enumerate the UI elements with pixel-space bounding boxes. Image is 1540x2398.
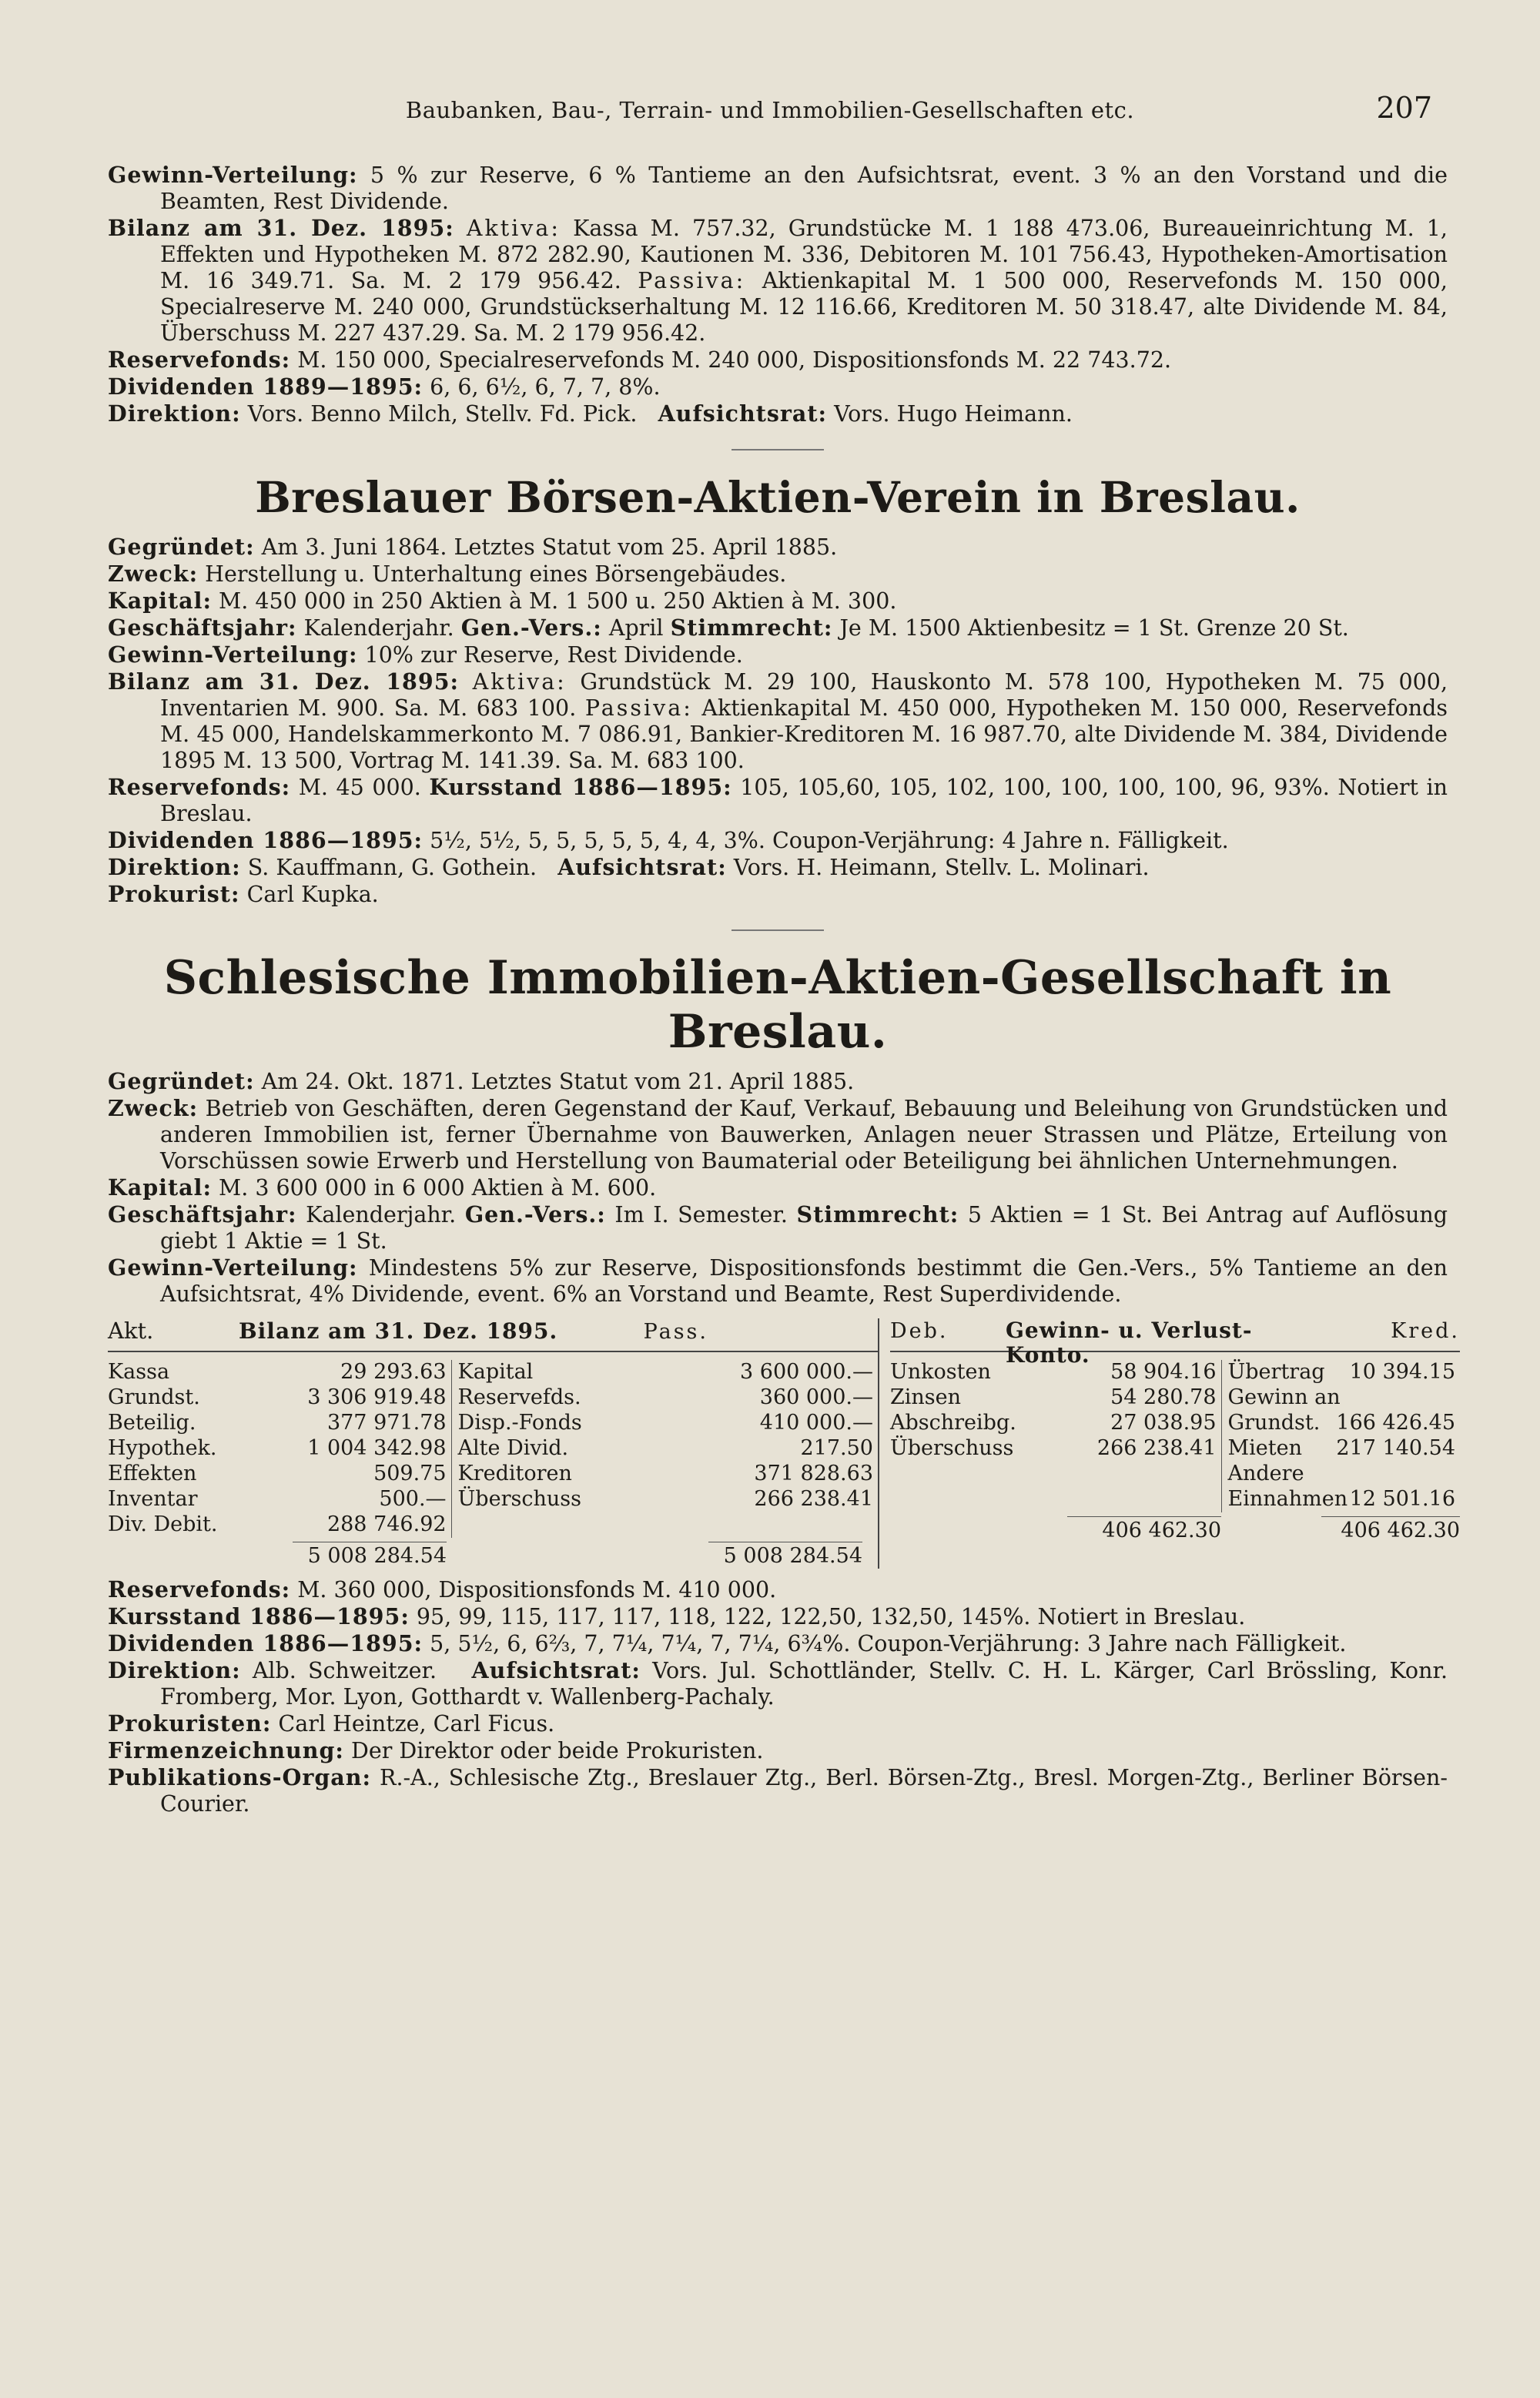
kredit-row-label: Mieten (1227, 1436, 1302, 1460)
aktiva-row-label: Hypothek. (108, 1436, 217, 1460)
aktiva-row-label: Kassa (108, 1360, 170, 1384)
aktiva-row (108, 1512, 447, 1538)
boersen-reservefonds: Reservefonds: M. 45 000. Kursstand 1886—1895: 105, 105,60, 105, 102, 100, 100, 100, 100, 96, 93%. Notiert in Breslau. (108, 774, 1448, 826)
guv-header (890, 1318, 1460, 1368)
debet-row (890, 1360, 1217, 1385)
passiva-row-label: Kapital (457, 1360, 534, 1384)
kredit-row-value: 166 426.45 (1336, 1411, 1455, 1435)
aktiva-row-value: 288 746.92 (326, 1512, 447, 1536)
aktiva-column (108, 1360, 452, 1538)
debet-row-value: 27 038.95 (1110, 1411, 1217, 1435)
kredit-row-value: 10 394.15 (1349, 1360, 1455, 1384)
aktiva-row (108, 1385, 447, 1411)
kredit-row (1228, 1411, 1455, 1436)
kredit-row (1228, 1462, 1455, 1487)
aktiva-row-label: Effekten (108, 1462, 197, 1485)
guv-table (879, 1318, 1460, 1569)
aktiva-row-value: 1 004 342.98 (307, 1436, 447, 1460)
bilanz-header (108, 1318, 878, 1351)
boersen-dividenden: Dividenden 1886—1895: 5½, 5½, 5, 5, 5, 5, 5, 4, 4, 3%. Coupon-Verjährung: 4 Jahre n. Fälligkeit. (108, 827, 1229, 853)
debet-row-label: Abschreibg. (890, 1411, 1016, 1435)
pass-label: Pass. (643, 1320, 708, 1344)
passiva-row (458, 1436, 873, 1462)
schlesische-kapital: Kapital: M. 3 600 000 in 6 000 Aktien à M. 600. (108, 1174, 657, 1201)
prev-bilanz: Bilanz am 31. Dez. 1895: Aktiva: Kassa M. 757.32, Grundstücke M. 1 188 473.06, Bureaueinrichtung M. 1, Effekten und Hypotheken M. 872 282.90, Kautionen M. 336, Debitoren M. 101 756.43, Hypotheken-Amortisation M. 16 349.71. Sa. M. 2 179 956.42. Passiva: Aktienkapital M. 1 500 000, Reservefonds M. 150 000, Specialreserve M. 240 000, Grundstückserhaltung M. 12 116.66, Kreditoren M. 50 318.47, alte Dividende M. 84, Überschuss M. 227 437.29. Sa. M. 2 179 956.42. (108, 215, 1448, 346)
aktiva-row-value: 29 293.63 (340, 1360, 447, 1384)
boersen-section (108, 471, 1448, 908)
aktiva-row-value: 3 306 919.48 (307, 1385, 447, 1409)
kredit-row-label: Übertrag (1227, 1360, 1325, 1384)
kredit-row-label: Grundst. (1227, 1411, 1321, 1435)
bilanz-table (108, 1318, 879, 1569)
aktiva-row (108, 1436, 447, 1462)
kredit-column (1222, 1360, 1460, 1512)
boersen-bilanz: Bilanz am 31. Dez. 1895: Aktiva: Grundstück M. 29 100, Hauskonto M. 578 100, Hypotheken M. 75 000, Inventarien M. 900. Sa. M. 683 100. Passiva: Aktienkapital M. 450 000, Hypotheken M. 150 000, Reservefonds M. 45 000, Handelskammerkonto M. 7 086.91, Bankier-Kreditoren M. 16 987.70, alte Dividende M. 384, Dividende 1895 M. 13 500, Vortrag M. 141.39. Sa. M. 683 100. (108, 668, 1448, 773)
aktiva-row-label: Grundst. (108, 1385, 200, 1409)
passiva-row-value: 266 238.41 (754, 1487, 873, 1511)
schlesische-direktion: Direktion: Alb. Schweitzer. Aufsichtsrat: Vors. Jul. Schottländer, Stellv. C. H. L. Kärger, Carl Brössling, Konr. Fromberg, Mor. Lyon, Gotthardt v. Wallenberg-Pachaly. (108, 1657, 1448, 1710)
aktiva-row-label: Inventar (108, 1487, 198, 1511)
boersen-geschaeftsjahr: Geschäftsjahr: Kalenderjahr. Gen.-Vers.: April Stimmrecht: Je M. 1500 Aktienbesitz = 1 St. Grenze 20 St. (108, 615, 1349, 641)
prev-gewinn-verteilung: Gewinn-Verteilung: 5 % zur Reserve, 6 % Tantieme an den Aufsichtsrat, event. 3 % an den Vorstand und die Beamten, Rest Dividende. (108, 162, 1448, 214)
boersen-title: Breslauer Börsen-Aktien-Verein in Breslau. (255, 472, 1301, 522)
schlesische-publikation: Publikations-Organ: R.-A., Schlesische Ztg., Breslauer Ztg., Berl. Börsen-Ztg., Bresl. Morgen-Ztg., Berliner Börsen-Courier. (108, 1764, 1448, 1817)
boersen-kapital: Kapital: M. 450 000 in 250 Aktien à M. 1 500 u. 250 Aktien à M. 300. (108, 588, 897, 614)
schlesische-title: Schlesische Immobilien-Aktien-Gesellschaft in Breslau. (163, 951, 1392, 1059)
passiva-row-label: Kreditoren (457, 1462, 572, 1485)
page-body (108, 162, 1460, 1817)
schlesische-dividenden: Dividenden 1886—1895: 5, 5½, 6, 6⅔, 7, 7¼, 7¼, 7, 7¼, 6¾%. Coupon-Verjährung: 3 Jahre nach Fälligkeit. (108, 1630, 1347, 1656)
prev-dividenden: Dividenden 1889—1895: 6, 6, 6½, 6, 7, 7, 8%. (108, 373, 661, 400)
deb-label: Deb. (890, 1319, 949, 1343)
boersen-zweck: Zweck: Herstellung u. Unterhaltung eines Börsengebäudes. (108, 561, 787, 587)
aktiva-row-value: 500.— (379, 1487, 447, 1511)
akt-label: Akt. (108, 1318, 154, 1344)
prev-direktion: Direktion: Vors. Benno Milch, Stellv. Fd. Pick. Aufsichtsrat: Vors. Hugo Heimann. (108, 400, 1073, 427)
kredit-row (1228, 1385, 1455, 1411)
kredit-row-value: 12 501.16 (1349, 1487, 1455, 1511)
debet-row-label: Zinsen (890, 1385, 962, 1409)
passiva-row-value: 360 000.— (759, 1385, 873, 1409)
page-header (108, 91, 1432, 129)
section-divider (732, 929, 824, 931)
debet-row-value: 266 238.41 (1096, 1436, 1217, 1460)
running-head: Baubanken, Bau-, Terrain- und Immobilien-Gesellschaften etc. (405, 97, 1135, 123)
debet-column (890, 1360, 1222, 1512)
passiva-row-label: Reservefds. (457, 1385, 581, 1409)
kredit-row-label: Andere (1227, 1462, 1304, 1485)
debet-row (890, 1436, 1217, 1462)
passiva-row-value: 410 000.— (759, 1411, 873, 1435)
guv-title: Gewinn- u. Verlust-Konto. (1006, 1318, 1253, 1368)
schlesische-section (108, 951, 1460, 1817)
debet-row-value: 58 904.16 (1110, 1360, 1217, 1384)
kredit-row (1228, 1360, 1455, 1385)
section-divider (732, 449, 824, 450)
passiva-sum: 5 008 284.54 (708, 1542, 862, 1569)
passiva-row-label: Alte Divid. (457, 1436, 569, 1460)
debet-sum: 406 462.30 (1067, 1516, 1221, 1543)
page-number: 207 (1376, 91, 1432, 125)
aktiva-row-label: Beteilig. (108, 1411, 196, 1435)
passiva-column (452, 1360, 878, 1538)
kredit-row (1228, 1487, 1455, 1512)
aktiva-row-label: Div. Debit. (108, 1512, 218, 1536)
kredit-sum: 406 462.30 (1321, 1516, 1460, 1543)
debet-row (890, 1411, 1217, 1436)
debet-row-value: 54 280.78 (1110, 1385, 1217, 1409)
passiva-row-value: 3 600 000.— (740, 1360, 873, 1384)
passiva-row-label: Disp.-Fonds (457, 1411, 582, 1435)
schlesische-zweck: Zweck: Betrieb von Geschäften, deren Gegenstand der Kauf, Verkauf, Bebauung und Beleihung von Grundstücken und anderen Immobilien ist, ferner Übernahme von Bauwerken, Anlagen neuer Strassen und Plätze, Erteilung von Vorschüssen sowie Erwerb und Herstellung von Baumaterial oder Beteiligung bei ähnlichen Unternehmungen. (108, 1095, 1448, 1174)
aktiva-row (108, 1487, 447, 1512)
kred-label: Kred. (1391, 1319, 1460, 1343)
schlesische-geschaeftsjahr: Geschäftsjahr: Kalenderjahr. Gen.-Vers.: Im I. Semester. Stimmrecht: 5 Aktien = 1 St. Bei Antrag auf Auflösung giebt 1 Aktie = 1 St. (108, 1201, 1448, 1254)
debet-row (890, 1385, 1217, 1411)
kredit-row-label: Einnahmen (1227, 1487, 1348, 1511)
aktiva-row (108, 1360, 447, 1385)
passiva-row (458, 1462, 873, 1487)
debet-row-label: Unkosten (890, 1360, 991, 1384)
bilanz-title: Bilanz am 31. Dez. 1895. (239, 1318, 558, 1344)
aktiva-row (108, 1462, 447, 1487)
financial-statements (108, 1318, 1460, 1569)
boersen-gegruendet: Gegründet: Am 3. Juni 1864. Letztes Statut vom 25. April 1885. (108, 534, 838, 560)
aktiva-row-value: 509.75 (373, 1462, 447, 1485)
schlesische-gegruendet: Gegründet: Am 24. Okt. 1871. Letztes Statut vom 21. April 1885. (108, 1068, 855, 1094)
passiva-row (458, 1385, 873, 1411)
passiva-row-label: Überschuss (457, 1487, 581, 1511)
debet-row-label: Überschuss (890, 1436, 1014, 1460)
aktiva-row-value: 377 971.78 (326, 1411, 447, 1435)
kredit-row-value: 217 140.54 (1336, 1436, 1455, 1460)
prev-company-section (108, 162, 1448, 427)
kredit-row (1228, 1436, 1455, 1462)
schlesische-reservefonds: Reservefonds: M. 360 000, Dispositionsfonds M. 410 000. (108, 1576, 777, 1603)
passiva-row-value: 371 828.63 (754, 1462, 873, 1485)
prev-reservefonds: Reservefonds: M. 150 000, Specialreservefonds M. 240 000, Dispositionsfonds M. 22 743.72. (108, 347, 1172, 373)
schlesische-firmenzeichnung: Firmenzeichnung: Der Direktor oder beide Prokuristen. (108, 1737, 764, 1763)
boersen-direktion: Direktion: S. Kauffmann, G. Gothein. Aufsichtsrat: Vors. H. Heimann, Stellv. L. Molinari. (108, 854, 1150, 880)
aktiva-sum: 5 008 284.54 (293, 1542, 447, 1569)
schlesische-gewinn-verteilung: Gewinn-Verteilung: Mindestens 5% zur Reserve, Dispositionsfonds bestimmt die Gen.-Vers., 5% Tantieme an den Aufsichtsrat, 4% Dividende, event. 6% an Vorstand und Beamte, Rest Superdividende. (108, 1254, 1448, 1307)
schlesische-kursstand: Kursstand 1886—1895: 95, 99, 115, 117, 117, 118, 122, 122,50, 132,50, 145%. Notiert in Breslau. (108, 1603, 1246, 1629)
aktiva-row (108, 1411, 447, 1436)
passiva-row (458, 1487, 873, 1512)
boersen-prokurist: Prokurist: Carl Kupka. (108, 881, 379, 907)
boersen-gewinn-verteilung: Gewinn-Verteilung: 10% zur Reserve, Rest Dividende. (108, 641, 743, 668)
passiva-row (458, 1411, 873, 1436)
passiva-row-value: 217.50 (800, 1436, 873, 1460)
passiva-row (458, 1360, 873, 1385)
kredit-row-label: Gewinn an (1227, 1385, 1341, 1409)
schlesische-prokuristen: Prokuristen: Carl Heintze, Carl Ficus. (108, 1710, 555, 1737)
